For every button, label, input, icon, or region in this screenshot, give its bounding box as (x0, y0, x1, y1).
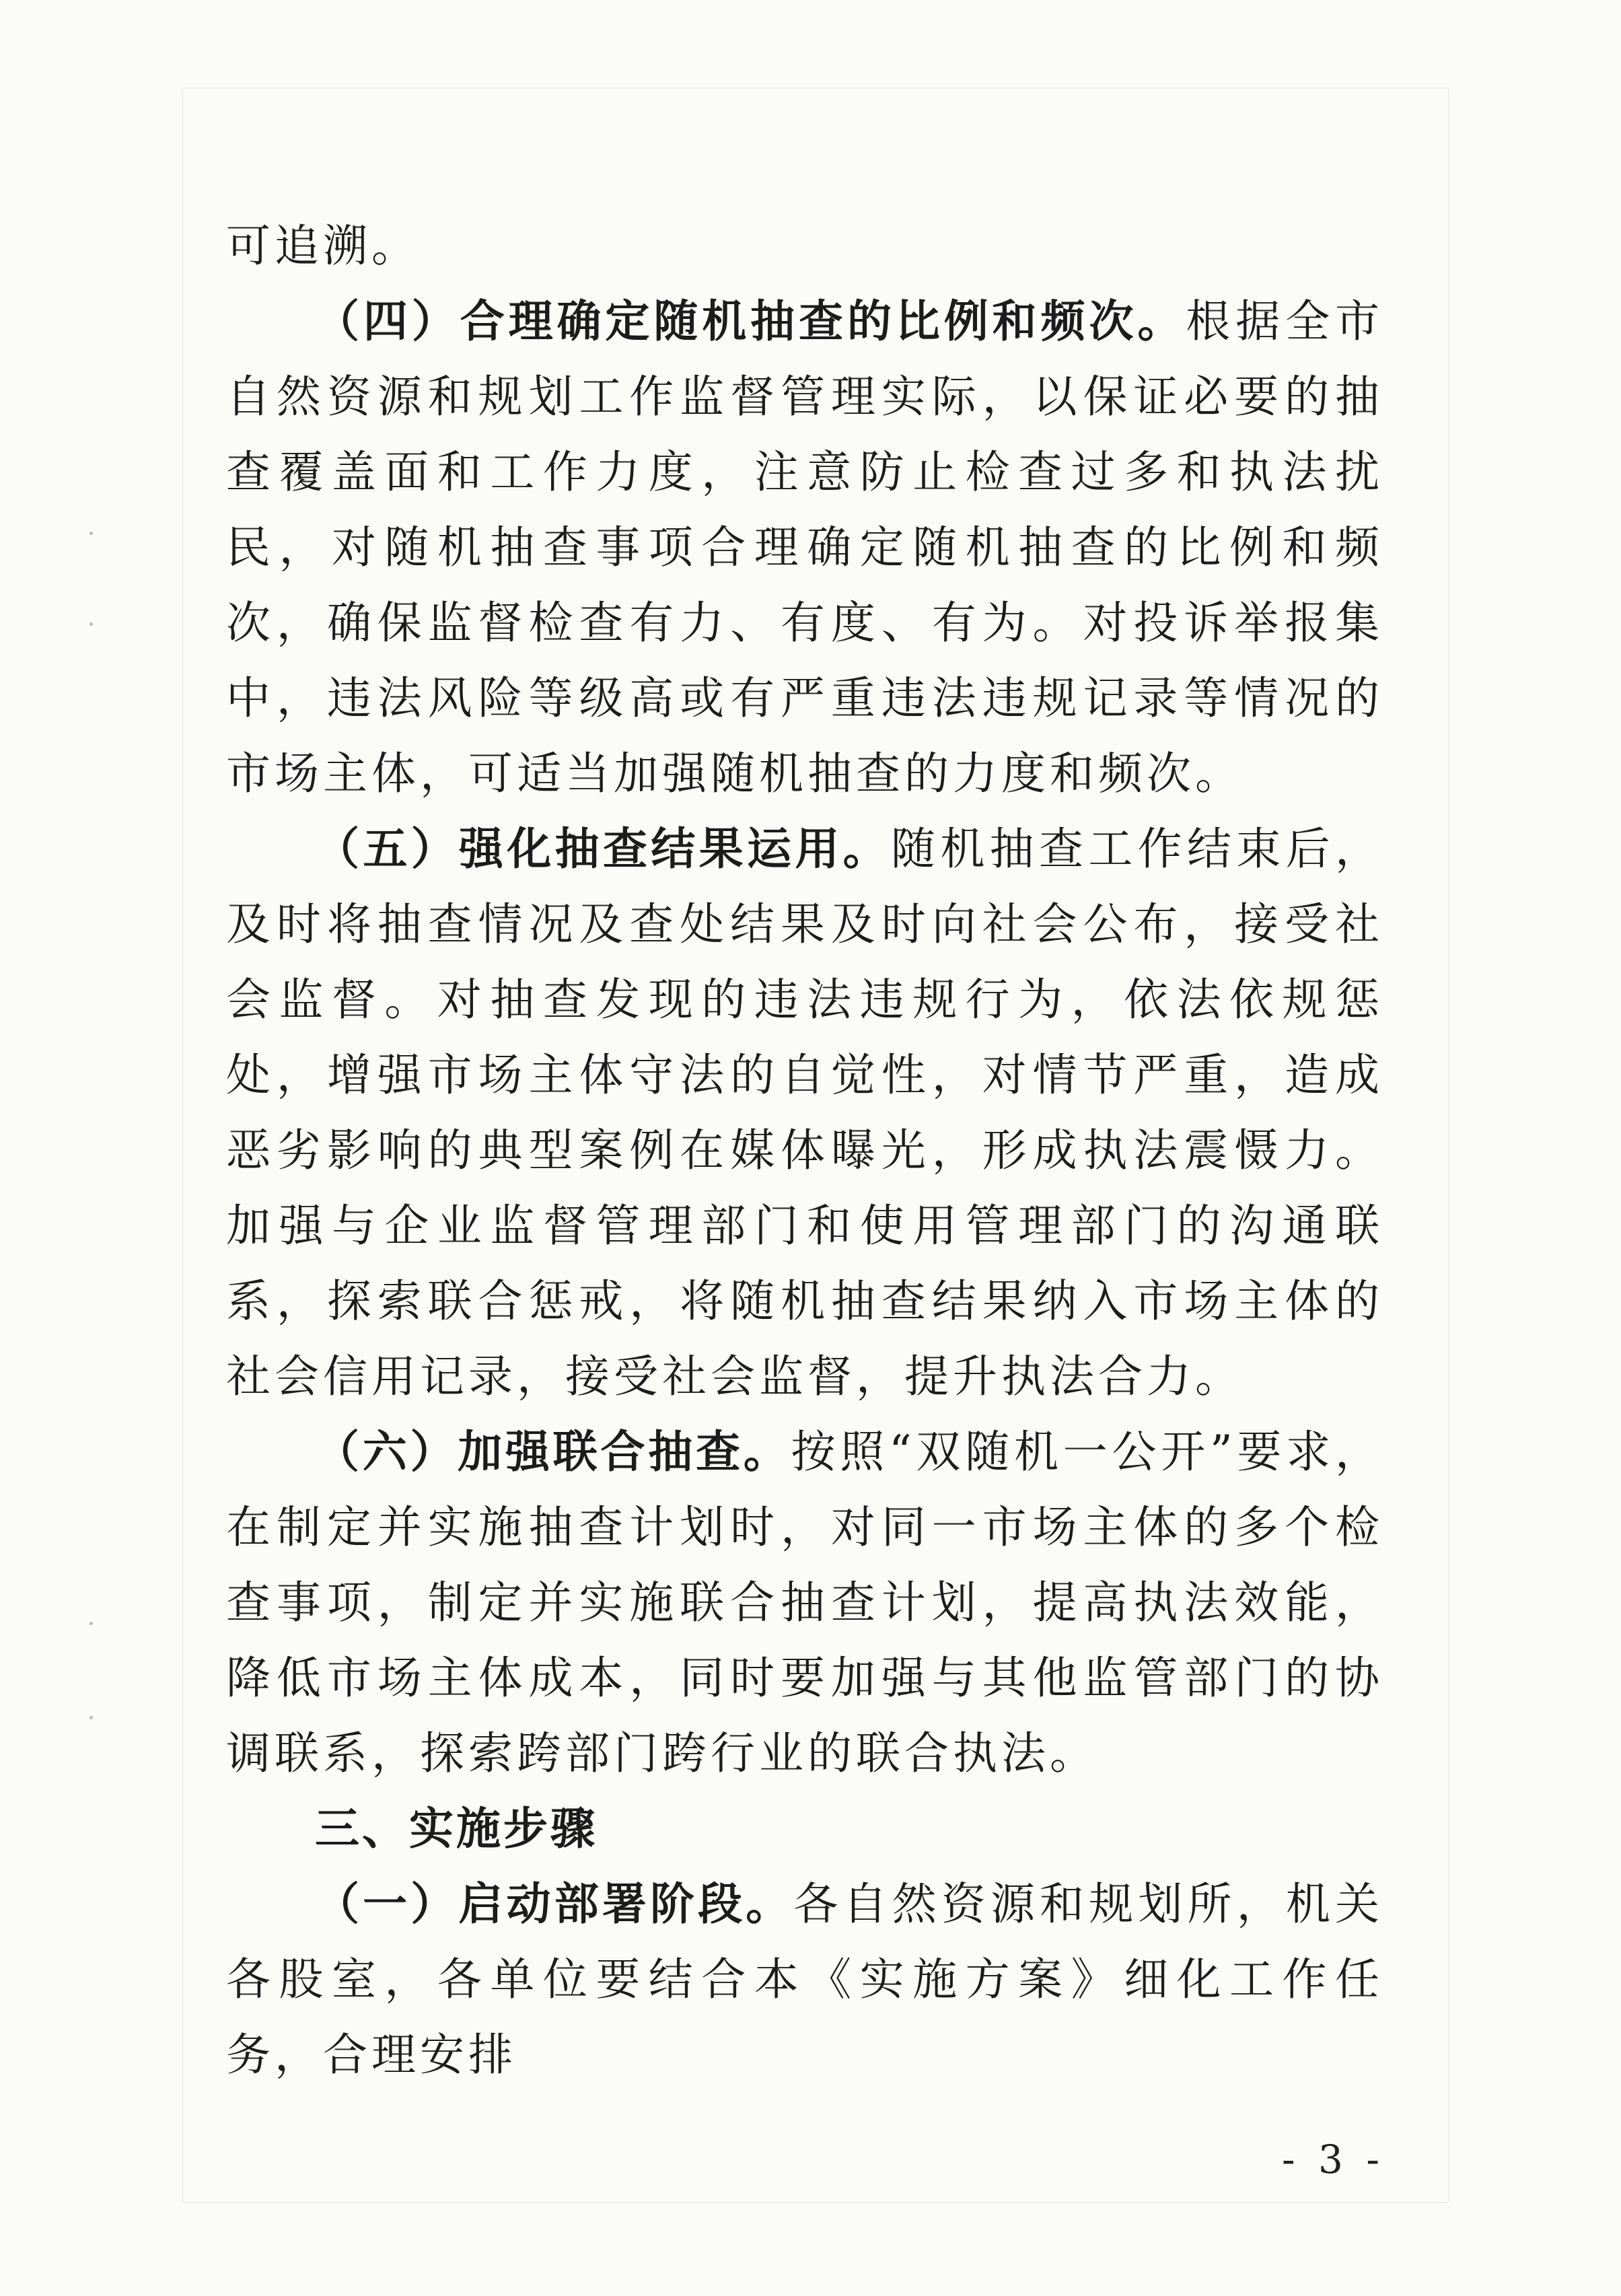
page-number: - 3 - (1282, 2137, 1385, 2182)
paragraph-text: 各自然资源和规划所，机关各股室，各单位要结合本《实施方案》细化工作任务，合理安排 (226, 1878, 1384, 2081)
paragraph-text: 随机抽查工作结束后，及时将抽查情况及查处结果及时向社会公布，接受社会监督。对抽查发现的违法违规行为，依法依规惩处，增强市场主体守法的自觉性，对情节严重，造成恶劣影响的典型案例在媒体曝光，形成执法震慑力。加强与企业监督管理部门和使用管理部门的沟通联系，探索联合惩戒，将随机抽查结果纳入市场主体的社会信用记录，接受社会监督，提升执法合力。 (226, 823, 1383, 1402)
paragraph-step-1 (226, 1867, 1383, 2093)
document-body (226, 209, 1383, 2093)
paragraph-item-4 (226, 284, 1383, 812)
paragraph-item-6 (226, 1414, 1383, 1791)
section-heading: 三、实施步骤 (315, 1803, 598, 1855)
paragraph-lead: （五）强化抽查结果运用。 (315, 823, 891, 875)
scan-mark (89, 1622, 93, 1625)
paragraph-lead: （四）合理确定随机抽查的比例和频次。 (315, 295, 1186, 347)
paragraph-text: 按照“双随机一公开”要求，在制定并实施抽查计划时，对同一市场主体的多个检查事项，制定并实施联合抽查计划，提高执法效能，降低市场主体成本，同时要加强与其他监管部门的协调联系，探索跨部门跨行业的联合执法。 (226, 1426, 1384, 1779)
scan-mark (89, 1716, 93, 1719)
paragraph-item-5 (226, 812, 1383, 1414)
paragraph-text: 根据全市自然资源和规划工作监督管理实际，以保证必要的抽查覆盖面和工作力度，注意防止检查过多和执法扰民，对随机抽查事项合理确定随机抽查的比例和频次，确保监督检查有力、有度、有为。对投诉举报集中，违法风险等级高或有严重违法违规记录等情况的市场主体，可适当加强随机抽查的力度和频次。 (226, 295, 1384, 799)
paragraph-lead: （六）加强联合抽查。 (315, 1426, 791, 1478)
scan-mark (89, 532, 93, 535)
paragraph-text: 可追溯。 (226, 220, 420, 272)
paragraph-lead: （一）启动部署阶段。 (315, 1878, 794, 1930)
scan-mark (89, 622, 93, 626)
paragraph-continuation (226, 209, 1383, 284)
